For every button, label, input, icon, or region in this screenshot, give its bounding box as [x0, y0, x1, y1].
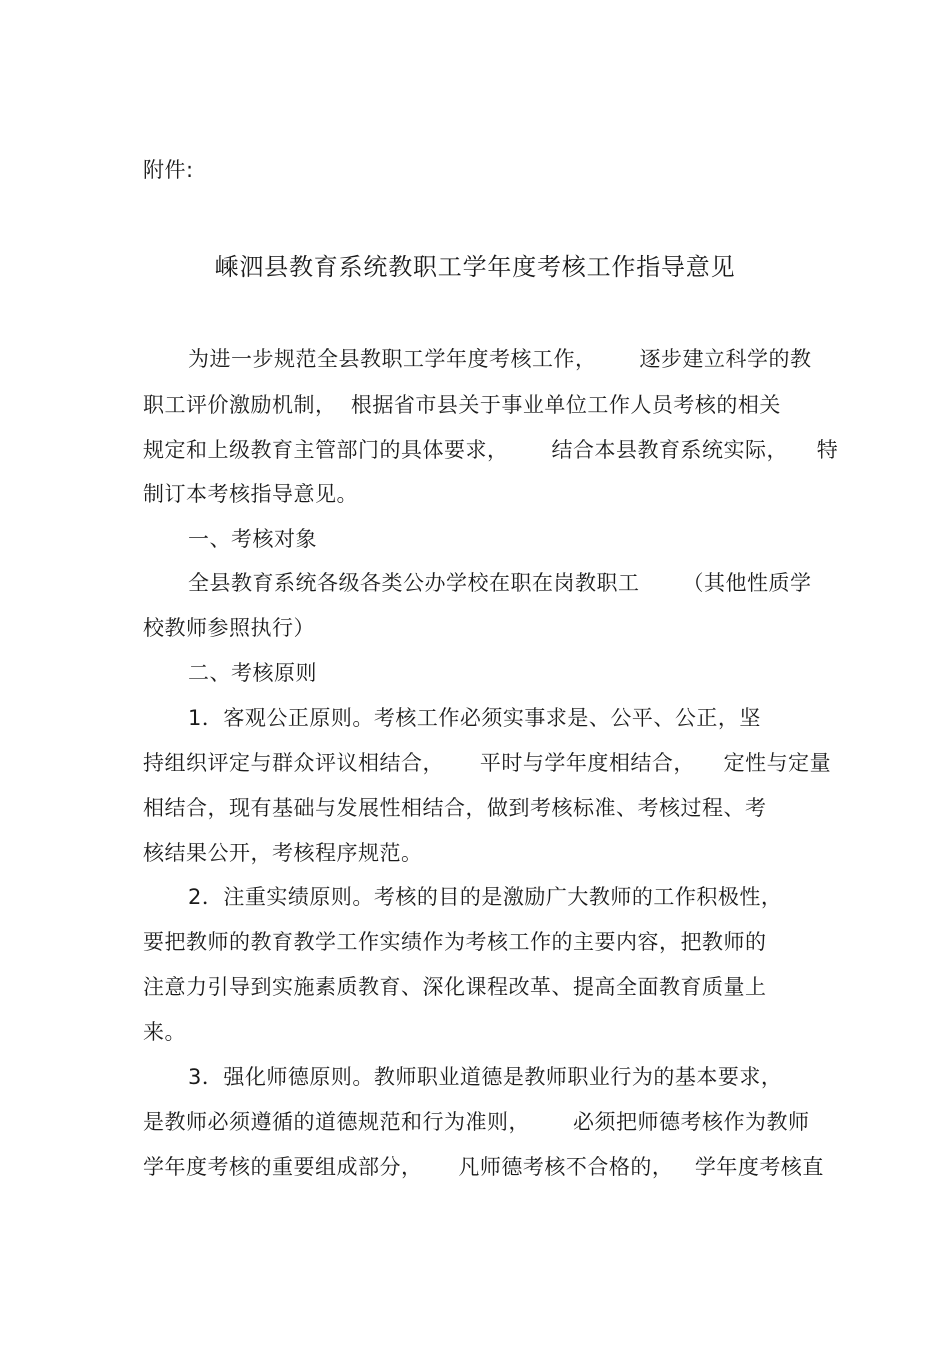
paragraph-line: 相结合，现有基础与发展性相结合，做到考核标准、考核过程、考	[143, 796, 767, 820]
paragraph-line: 注意力引导到实施素质教育、深化课程改革、提高全面教育质量上	[143, 975, 767, 999]
paragraph-line: 1．客观公正原则。考核工作必须实事求是、公平、公正，坚	[188, 706, 761, 730]
paragraph-line: 校教师参照执行）	[143, 616, 315, 640]
section-heading: 一、考核对象	[188, 527, 317, 551]
paragraph-line: 来。	[143, 1020, 186, 1044]
section-heading: 二、考核原则	[188, 661, 317, 685]
paragraph-line: 制订本考核指导意见。	[143, 482, 358, 506]
paragraph-line: 核结果公开，考核程序规范。	[143, 841, 423, 865]
paragraph-line: 是教师必须遵循的道德规范和行为准则， 必须把师德考核作为教师	[143, 1110, 810, 1134]
paragraph-line: 要把教师的教育教学工作实绩作为考核工作的主要内容，把教师的	[143, 930, 767, 954]
document-title: 嵊泗县教育系统教职工学年度考核工作指导意见	[214, 253, 736, 281]
paragraph-line: 规定和上级教育主管部门的具体要求， 结合本县教育系统实际， 特	[143, 438, 839, 462]
paragraph-line: 2．注重实绩原则。考核的目的是激励广大教师的工作积极性，	[188, 885, 783, 909]
paragraph-line: 3．强化师德原则。教师职业道德是教师职业行为的基本要求，	[188, 1065, 783, 1089]
attachment-label: 附件:	[143, 158, 194, 182]
paragraph-line: 职工评价激励机制， 根据省市县关于事业单位工作人员考核的相关	[143, 393, 781, 417]
paragraph-line: 学年度考核的重要组成部分， 凡师德考核不合格的， 学年度考核直	[143, 1155, 824, 1179]
paragraph-line: 全县教育系统各级各类公办学校在职在岗教职工 （其他性质学	[188, 571, 812, 595]
paragraph-line: 为进一步规范全县教职工学年度考核工作， 逐步建立科学的教	[188, 347, 812, 371]
paragraph-line: 持组织评定与群众评议相结合， 平时与学年度相结合， 定性与定量	[143, 751, 832, 775]
